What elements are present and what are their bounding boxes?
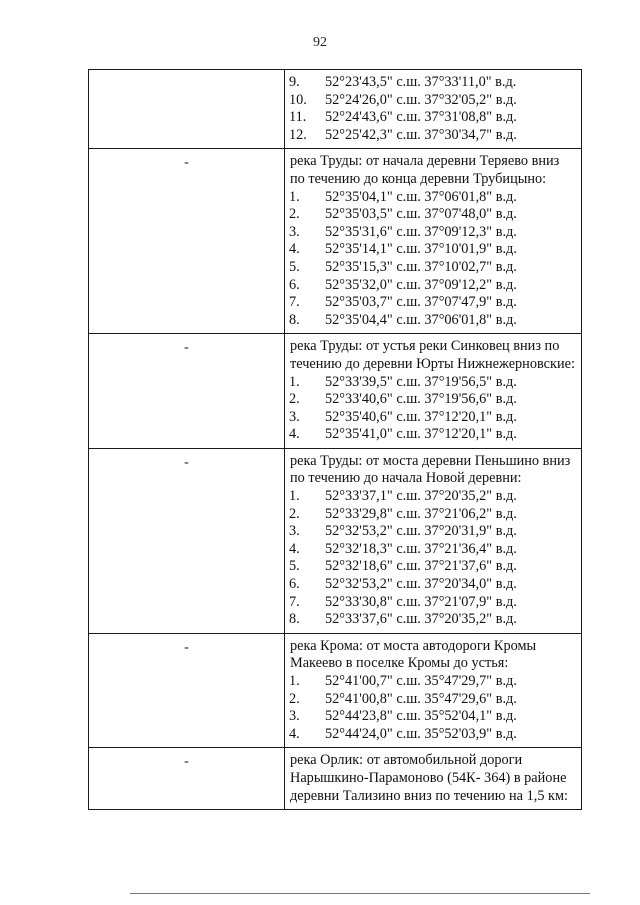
- point-coordinates: 52°33'37,1" с.ш. 37°20'35,2" в.д.: [325, 488, 517, 505]
- point-number: 4.: [289, 540, 300, 557]
- point-coordinates: 52°35'32,0" с.ш. 37°09'12,2" в.д.: [325, 276, 517, 293]
- point-number: 4.: [289, 241, 300, 258]
- table-row: [89, 334, 582, 449]
- coordinate-list: [288, 74, 577, 144]
- coordinate-list: [288, 673, 577, 743]
- list-item: [288, 673, 577, 691]
- row-marker: -: [184, 639, 189, 655]
- list-item: [288, 189, 577, 207]
- row-marker: -: [184, 754, 189, 770]
- list-item: [288, 426, 577, 444]
- row-marker: -: [184, 155, 189, 171]
- list-item: [288, 409, 577, 427]
- point-number: 1.: [289, 188, 300, 205]
- point-number: 5.: [289, 258, 300, 275]
- row-left-cell: [89, 70, 285, 149]
- point-coordinates: 52°23'43,5" с.ш. 37°33'11,0" в.д.: [325, 74, 517, 90]
- point-coordinates: 52°35'04,1" с.ш. 37°06'01,8" в.д.: [325, 188, 517, 205]
- list-item: [288, 558, 577, 576]
- list-item: [288, 109, 577, 127]
- point-coordinates: 52°41'00,7" с.ш. 35°47'29,7" в.д.: [325, 673, 517, 689]
- river-section-description: река Крома: от моста автодороги Кромы Макеево в поселке Кромы до устья:: [290, 637, 537, 672]
- point-coordinates: 52°35'03,7" с.ш. 37°07'47,9" в.д.: [325, 294, 517, 311]
- point-coordinates: 52°35'04,4" с.ш. 37°06'01,8" в.д.: [325, 311, 517, 328]
- point-number: 8.: [289, 611, 300, 628]
- coordinates-table: [88, 69, 582, 810]
- point-coordinates: 52°35'40,6" с.ш. 37°12'20,1" в.д.: [325, 408, 517, 425]
- row-left-cell: [89, 448, 285, 633]
- river-section-description: река Труды: от начала деревни Теряево вниз по течению до конца деревни Трубицыно:: [290, 153, 560, 187]
- point-number: 10.: [289, 91, 307, 108]
- row-content-cell: [285, 633, 582, 748]
- point-coordinates: 52°33'40,6" с.ш. 37°19'56,6" в.д.: [325, 391, 517, 408]
- row-marker: -: [184, 454, 189, 470]
- point-coordinates: 52°33'39,5" с.ш. 37°19'56,5" в.д.: [325, 373, 517, 390]
- list-item: [288, 259, 577, 277]
- point-coordinates: 52°41'00,8" с.ш. 35°47'29,6" в.д.: [325, 690, 517, 707]
- point-coordinates: 52°35'14,1" с.ш. 37°10'01,9" в.д.: [325, 241, 517, 258]
- point-coordinates: 52°35'03,5" с.ш. 37°07'48,0" в.д.: [325, 206, 517, 223]
- list-item: [288, 576, 577, 594]
- point-number: 6.: [289, 576, 300, 593]
- point-number: 7.: [289, 294, 300, 311]
- list-item: [288, 611, 577, 629]
- point-number: 2.: [289, 391, 300, 408]
- list-item: [288, 726, 577, 744]
- point-number: 3.: [289, 708, 300, 725]
- point-number: 7.: [289, 593, 300, 610]
- list-item: [288, 708, 577, 726]
- point-number: 2.: [289, 206, 300, 223]
- coordinate-list: [288, 374, 577, 444]
- point-number: 12.: [289, 126, 307, 143]
- list-item: [288, 206, 577, 224]
- point-coordinates: 52°32'18,3" с.ш. 37°21'36,4" в.д.: [325, 540, 517, 557]
- point-coordinates: 52°25'42,3" с.ш. 37°30'34,7" в.д.: [325, 126, 517, 143]
- list-item: [288, 391, 577, 409]
- list-item: [288, 541, 577, 559]
- point-coordinates: 52°24'26,0" с.ш. 37°32'05,2" в.д.: [325, 91, 517, 108]
- row-content-cell: [285, 149, 582, 334]
- list-item: [288, 294, 577, 312]
- point-coordinates: 52°33'30,8" с.ш. 37°21'07,9" в.д.: [325, 593, 517, 610]
- river-section-description: река Труды: от устья реки Синковец вниз по течению до деревни Юрты Нижнежерновские:: [290, 338, 575, 372]
- point-coordinates: 52°32'53,2" с.ш. 37°20'31,9" в.д.: [325, 523, 517, 540]
- row-marker: [89, 70, 284, 75]
- point-number: 2.: [289, 505, 300, 522]
- point-coordinates: 52°33'37,6" с.ш. 37°20'35,2" в.д.: [325, 611, 517, 628]
- point-coordinates: 52°33'29,8" с.ш. 37°21'06,2" в.д.: [325, 505, 517, 522]
- coordinate-list: [288, 189, 577, 330]
- row-content-cell: [285, 334, 582, 449]
- row-left-cell: [89, 633, 285, 748]
- table-row: [89, 149, 582, 334]
- list-item: [288, 594, 577, 612]
- table-row: [89, 70, 582, 149]
- list-item: [288, 523, 577, 541]
- coordinate-list: [288, 488, 577, 629]
- list-item: [288, 488, 577, 506]
- row-marker: -: [184, 340, 189, 356]
- table-body: [89, 70, 582, 810]
- point-number: 1.: [289, 488, 300, 505]
- table-row: [89, 448, 582, 633]
- row-content-cell: [285, 748, 582, 810]
- table-row: [89, 748, 582, 810]
- list-item: [288, 506, 577, 524]
- point-coordinates: 52°35'15,3" с.ш. 37°10'02,7" в.д.: [325, 258, 517, 275]
- point-number: 3.: [289, 223, 300, 240]
- row-left-cell: [89, 149, 285, 334]
- river-section-description: река Труды: от моста деревни Пеньшино вниз по течению до начала Новой деревни:: [290, 452, 571, 487]
- point-coordinates: 52°35'31,6" с.ш. 37°09'12,3" в.д.: [325, 223, 517, 240]
- point-coordinates: 52°32'53,2" с.ш. 37°20'34,0" в.д.: [325, 576, 517, 593]
- point-number: 4.: [289, 426, 300, 443]
- list-item: [288, 241, 577, 259]
- point-coordinates: 52°32'18,6" с.ш. 37°21'37,6" в.д.: [325, 558, 517, 575]
- list-item: [288, 312, 577, 330]
- page-number: 92: [313, 35, 327, 50]
- table-row: [89, 633, 582, 748]
- list-item: [288, 277, 577, 295]
- point-number: 9.: [289, 74, 300, 90]
- point-number: 8.: [289, 311, 300, 328]
- point-coordinates: 52°44'23,8" с.ш. 35°52'04,1" в.д.: [325, 708, 517, 725]
- point-number: 1.: [289, 673, 300, 689]
- river-section-description: река Орлик: от автомобильной дороги Нарышкино-Парамоново (54К- 364) в районе деревни Тализино вниз по течению на 1,5 км:: [290, 752, 569, 804]
- point-number: 2.: [289, 690, 300, 707]
- point-number: 1.: [289, 373, 300, 390]
- point-number: 3.: [289, 408, 300, 425]
- row-left-cell: [89, 334, 285, 449]
- row-left-cell: [89, 748, 285, 810]
- point-number: 3.: [289, 523, 300, 540]
- point-coordinates: 52°44'24,0" с.ш. 35°52'03,9" в.д.: [325, 725, 517, 742]
- point-number: 5.: [289, 558, 300, 575]
- row-content-cell: [285, 448, 582, 633]
- list-item: [288, 691, 577, 709]
- list-item: [288, 92, 577, 110]
- list-item: [288, 374, 577, 392]
- row-content-cell: [285, 70, 582, 149]
- list-item: [288, 224, 577, 242]
- list-item: [288, 74, 577, 92]
- point-number: 6.: [289, 276, 300, 293]
- point-coordinates: 52°35'41,0" с.ш. 37°12'20,1" в.д.: [325, 426, 517, 443]
- footer-rule: [130, 893, 590, 894]
- point-number: 4.: [289, 725, 300, 742]
- list-item: [288, 127, 577, 145]
- point-coordinates: 52°24'43,6" с.ш. 37°31'08,8" в.д.: [325, 109, 517, 126]
- point-number: 11.: [289, 109, 307, 126]
